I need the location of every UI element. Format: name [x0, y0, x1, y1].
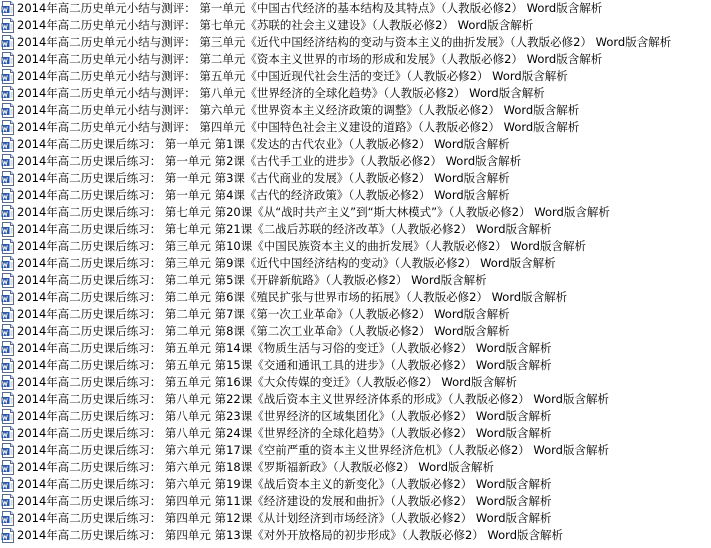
file-list-item[interactable]	[0, 391, 711, 408]
file-name: 2014年高二历史单元小结与测评： 第六单元《世界资本主义经济政策的调整》（人教版必修2） Word版含解析	[17, 103, 580, 117]
file-name: 2014年高二历史课后练习： 第八单元 第22课《战后资本主义世界经济体系的形成》（人教版必修2） Word版含解析	[17, 392, 609, 406]
file-list-item[interactable]	[0, 68, 711, 85]
file-list-item[interactable]	[0, 425, 711, 442]
file-name: 2014年高二历史课后练习： 第七单元 第20课《从“战时共产主义”到“斯大林模式”》（人教版必修2） Word版含解析	[17, 205, 610, 219]
file-list-item[interactable]	[0, 0, 711, 17]
word-document-icon	[1, 86, 15, 101]
word-document-icon	[1, 171, 15, 186]
word-document-icon	[1, 35, 15, 50]
file-name: 2014年高二历史课后练习： 第六单元 第19课《战后资本主义的新变化》（人教版必修2） Word版含解析	[17, 477, 552, 491]
word-document-icon	[1, 375, 15, 390]
file-name: 2014年高二历史课后练习： 第二单元 第5课《开辟新航路》（人教版必修2） Word版含解析	[17, 273, 487, 287]
word-document-icon	[1, 137, 15, 152]
word-document-icon	[1, 528, 15, 543]
file-name: 2014年高二历史单元小结与测评： 第三单元《近代中国经济结构的变动与资本主义的曲折发展》（人教版必修2） Word版含解析	[17, 35, 672, 49]
file-list-item[interactable]	[0, 204, 711, 221]
file-list-item[interactable]	[0, 408, 711, 425]
file-name: 2014年高二历史单元小结与测评： 第八单元《世界经济的全球化趋势》（人教版必修2） Word版含解析	[17, 86, 545, 100]
word-document-icon	[1, 222, 15, 237]
file-name: 2014年高二历史课后练习： 第一单元 第1课《发达的古代农业》（人教版必修2） Word版含解析	[17, 137, 510, 151]
file-list-item[interactable]	[0, 136, 711, 153]
file-name: 2014年高二历史单元小结与测评： 第七单元《苏联的社会主义建设》（人教版必修2） Word版含解析	[17, 18, 534, 32]
file-list-item[interactable]	[0, 493, 711, 510]
file-list-item[interactable]	[0, 476, 711, 493]
file-list-item[interactable]	[0, 323, 711, 340]
file-list-item[interactable]	[0, 221, 711, 238]
file-list-item[interactable]	[0, 85, 711, 102]
file-name: 2014年高二历史课后练习： 第四单元 第13课《对外开放格局的初步形成》（人教版必修2） Word版含解析	[17, 528, 563, 542]
file-list-item[interactable]	[0, 306, 711, 323]
file-list-item[interactable]	[0, 17, 711, 34]
word-document-icon	[1, 205, 15, 220]
file-name: 2014年高二历史课后练习： 第二单元 第7课《第一次工业革命》（人教版必修2） Word版含解析	[17, 307, 510, 321]
file-list-item[interactable]	[0, 187, 711, 204]
file-list-item[interactable]	[0, 289, 711, 306]
file-name: 2014年高二历史课后练习： 第四单元 第12课《从计划经济到市场经济》（人教版必修2） Word版含解析	[17, 511, 552, 525]
word-document-icon	[1, 256, 15, 271]
file-name: 2014年高二历史课后练习： 第五单元 第15课《交通和通讯工具的进步》（人教版必修2） Word版含解析	[17, 358, 552, 372]
file-list-item[interactable]	[0, 374, 711, 391]
file-list-item[interactable]	[0, 442, 711, 459]
file-name: 2014年高二历史单元小结与测评： 第五单元《中国近现代社会生活的变迁》（人教版必修2） Word版含解析	[17, 69, 568, 83]
file-name: 2014年高二历史课后练习： 第一单元 第4课《古代的经济政策》（人教版必修2） Word版含解析	[17, 188, 510, 202]
file-name: 2014年高二历史课后练习： 第一单元 第2课《古代手工业的进步》（人教版必修2） Word版含解析	[17, 154, 522, 168]
word-document-icon	[1, 273, 15, 288]
file-list-item[interactable]	[0, 527, 711, 544]
word-document-icon	[1, 103, 15, 118]
word-document-icon	[1, 511, 15, 526]
file-list-item[interactable]	[0, 272, 711, 289]
file-list-item[interactable]	[0, 51, 711, 68]
word-document-icon	[1, 52, 15, 67]
word-document-icon	[1, 307, 15, 322]
file-name: 2014年高二历史单元小结与测评： 第四单元《中国特色社会主义建设的道路》（人教版必修2） Word版含解析	[17, 120, 580, 134]
file-name: 2014年高二历史单元小结与测评： 第二单元《资本主义世界的市场的形成和发展》（人教版必修2） Word版含解析	[17, 52, 603, 66]
file-list-item[interactable]	[0, 357, 711, 374]
file-name: 2014年高二历史课后练习： 第八单元 第23课《世界经济的区域集团化》（人教版必修2） Word版含解析	[17, 409, 552, 423]
file-list-item[interactable]	[0, 238, 711, 255]
file-list-item[interactable]	[0, 510, 711, 527]
file-name: 2014年高二历史课后练习： 第五单元 第14课《物质生活与习俗的变迁》（人教版必修2） Word版含解析	[17, 341, 552, 355]
file-list-item[interactable]	[0, 255, 711, 272]
word-document-icon	[1, 290, 15, 305]
word-document-icon	[1, 460, 15, 475]
file-list-item[interactable]	[0, 459, 711, 476]
file-list-item[interactable]	[0, 340, 711, 357]
file-name: 2014年高二历史课后练习： 第七单元 第21课《二战后苏联的经济改革》（人教版必修2） Word版含解析	[17, 222, 552, 236]
word-document-icon	[1, 239, 15, 254]
word-document-icon	[1, 443, 15, 458]
file-name: 2014年高二历史课后练习： 第六单元 第17课《空前严重的资本主义世界经济危机》（人教版必修2） Word版含解析	[17, 443, 609, 457]
file-list-item[interactable]	[0, 170, 711, 187]
word-document-icon	[1, 426, 15, 441]
word-document-icon	[1, 120, 15, 135]
word-document-icon	[1, 324, 15, 339]
word-document-icon	[1, 69, 15, 84]
word-document-icon	[1, 18, 15, 33]
file-name: 2014年高二历史课后练习： 第一单元 第3课《古代商业的发展》（人教版必修2） Word版含解析	[17, 171, 510, 185]
file-name: 2014年高二历史课后练习： 第二单元 第8课《第二次工业革命》（人教版必修2） Word版含解析	[17, 324, 510, 338]
word-document-icon	[1, 477, 15, 492]
file-name: 2014年高二历史课后练习： 第八单元 第24课《世界经济的全球化趋势》（人教版必修2） Word版含解析	[17, 426, 552, 440]
word-document-icon	[1, 1, 15, 16]
word-document-icon	[1, 358, 15, 373]
word-document-icon	[1, 409, 15, 424]
file-list-item[interactable]	[0, 102, 711, 119]
file-list-item[interactable]	[0, 153, 711, 170]
word-document-icon	[1, 392, 15, 407]
word-document-icon	[1, 341, 15, 356]
file-name: 2014年高二历史课后练习： 第五单元 第16课《大众传媒的变迁》（人教版必修2） Word版含解析	[17, 375, 517, 389]
file-name: 2014年高二历史课后练习： 第六单元 第18课《罗斯福新政》（人教版必修2） Word版含解析	[17, 460, 494, 474]
file-name: 2014年高二历史课后练习： 第二单元 第6课《殖民扩张与世界市场的拓展》（人教版必修2） Word版含解析	[17, 290, 568, 304]
file-name: 2014年高二历史课后练习： 第三单元 第10课《中国民族资本主义的曲折发展》（人教版必修2） Word版含解析	[17, 239, 586, 253]
word-document-icon	[1, 154, 15, 169]
file-list-item[interactable]	[0, 34, 711, 51]
file-name: 2014年高二历史课后练习： 第三单元 第9课《近代中国经济结构的变动》（人教版必修2） Word版含解析	[17, 256, 556, 270]
file-name: 2014年高二历史课后练习： 第四单元 第11课《经济建设的发展和曲折》（人教版必修2） Word版含解析	[17, 494, 552, 508]
file-list-item[interactable]	[0, 119, 711, 136]
word-document-icon	[1, 188, 15, 203]
word-document-icon	[1, 494, 15, 509]
file-name: 2014年高二历史单元小结与测评： 第一单元《中国古代经济的基本结构及其特点》（人教版必修2） Word版含解析	[17, 1, 603, 15]
